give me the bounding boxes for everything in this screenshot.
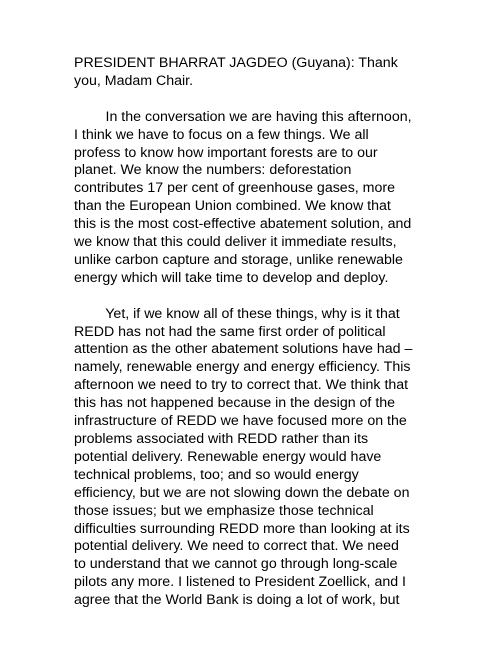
document-body bbox=[74, 55, 444, 610]
body-paragraph: Yet, if we know all of these things, why is it that REDD has not had the same first order of political attention as the other abatement solutions have had – namely, renewable energy and energy efficiency. This afternoon we need to try to correct that. We think that this has not happened because in the design of the infrastructure of REDD we have focused more on the problems associated with REDD rather than its potential delivery. Renewable energy would have technical problems, too; and so would energy efficiency, but we are not slowing down the debate on those issues; but we emphasize those technical difficulties surrounding REDD more than looking at its potential delivery. We need to correct that. We need to understand that we cannot go through long-scale pilots any more. I listened to President Zoellick, and I agree that the World Bank is doing a lot of work, but bbox=[74, 305, 413, 609]
body-paragraph: In the conversation we are having this afternoon, I think we have to focus on a few things. We all profess to know how important forests are to our planet. We know the numbers: deforestation contributes 17 per cent of greenhouse gases, more than the European Union combined. We know that this is the most cost-effective abatement solution, and we know that this could deliver it immediate results, unlike carbon capture and storage, unlike renewable energy which will take time to develop and deploy. bbox=[74, 108, 412, 286]
speaker-intro-paragraph: PRESIDENT BHARRAT JAGDEO (Guyana): Thank you, Madam Chair. bbox=[74, 55, 398, 89]
